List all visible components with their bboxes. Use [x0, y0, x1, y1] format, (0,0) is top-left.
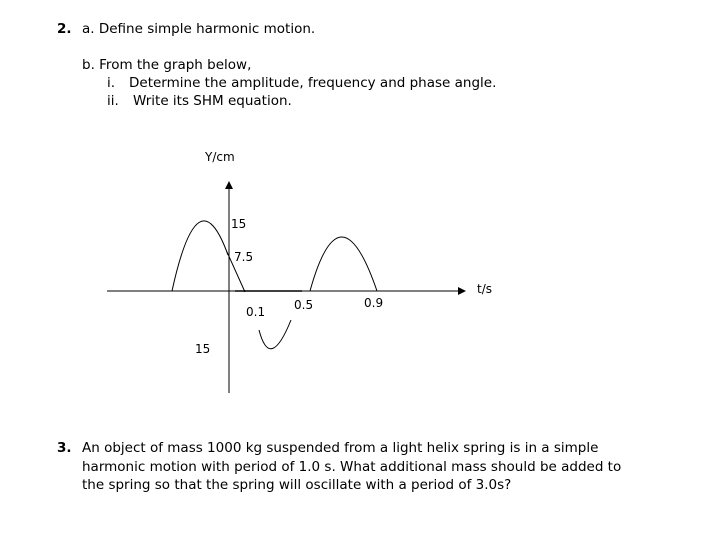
question-2b-i-number: i.	[107, 75, 116, 91]
wave-second-crest	[310, 237, 377, 291]
y-axis-label: Y/cm	[205, 150, 235, 164]
wave-trough	[259, 320, 291, 349]
x-tick-label-0-5: 0.5	[294, 298, 314, 312]
question-2b-intro: b. From the graph below,	[82, 57, 252, 73]
question-2b-ii-text: Write its SHM equation.	[133, 93, 292, 109]
x-tick-label-0-1: 0.1	[246, 305, 266, 319]
y-tick-label-bottom: 15	[195, 342, 211, 356]
wave-first-crest	[172, 221, 228, 291]
y-tick-label-top: 15	[231, 217, 247, 231]
question-2b-ii-number: ii.	[107, 93, 119, 109]
question-2a-text: a. Define simple harmonic motion.	[82, 21, 316, 37]
y-tick-label-mid: 7.5	[234, 250, 254, 264]
question-2b-i-text: Determine the amplitude, frequency and phase angle.	[129, 75, 497, 91]
question-2-number: 2.	[57, 21, 72, 37]
x-tick-label-0-9: 0.9	[364, 296, 384, 310]
question-3-number: 3.	[57, 440, 72, 456]
question-3-text: An object of mass 1000 kg suspended from a light helix spring is in a simple harmonic motion with period of 1.0 s. What additional mass should be added to the spring so that the spring will oscillate with a period of 3.0s?	[82, 440, 622, 493]
x-axis-label: t/s	[477, 282, 492, 296]
